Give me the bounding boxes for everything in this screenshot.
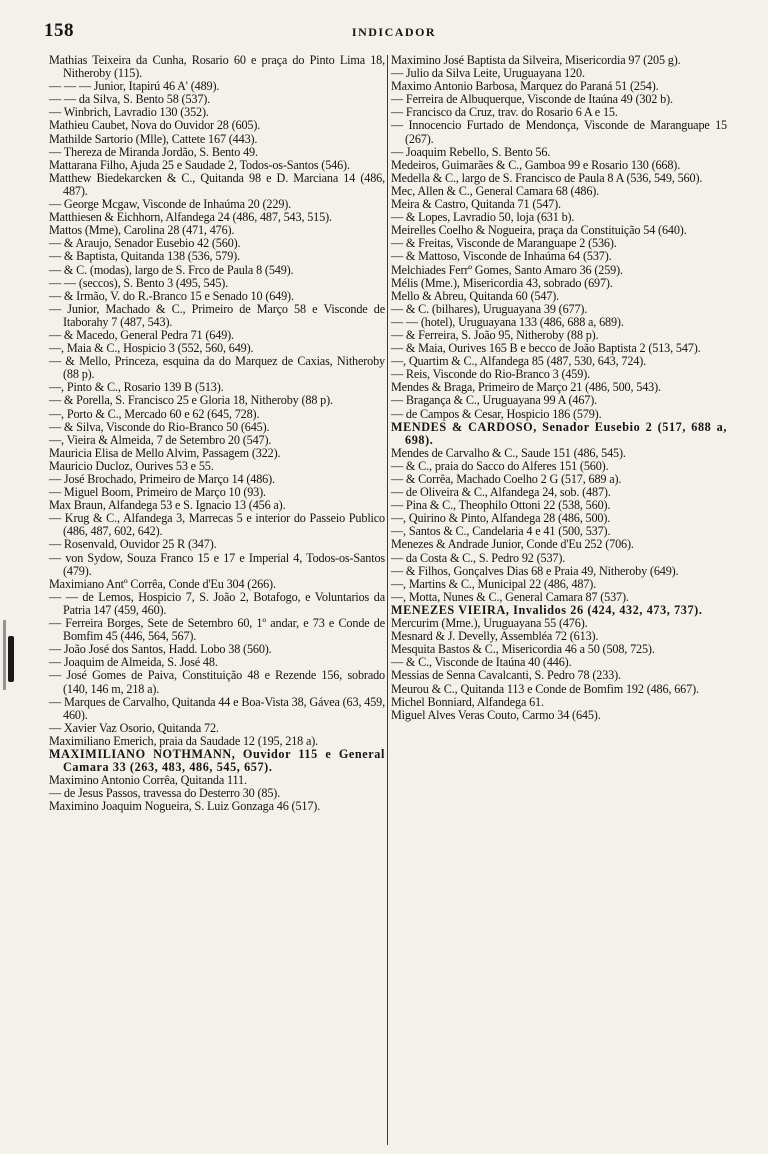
directory-entry: Max Braun, Alfandega 53 e S. Ignacio 13 (456 a). — [49, 498, 286, 513]
directory-entry: — & Baptista, Quitanda 138 (536, 579). — [49, 249, 240, 264]
directory-entry: —, Quartim & C., Alfandega 85 (487, 530, 643, 724). — [391, 354, 647, 369]
directory-entry: — Joaquim Rebello, S. Bento 56. — [391, 144, 551, 159]
directory-entry: — Reis, Visconde do Rio-Branco 3 (459). — [391, 367, 590, 382]
directory-entry: —, Maia & C., Hospicio 3 (552, 560, 649). — [49, 341, 254, 356]
directory-entry: Miguel Alves Veras Couto, Carmo 34 (645). — [391, 707, 601, 722]
directory-entry: — & C., praia do Sacco do Alferes 151 (560). — [391, 458, 609, 473]
directory-entry: — & Lopes, Lavradio 50, loja (631 b). — [391, 210, 575, 225]
directory-entry: Maximino Antonio Corrêa, Quitanda 111. — [49, 773, 247, 788]
directory-entry: Medella & C., largo de S. Francisco de Paula 8 A (536, 549, 560). — [391, 170, 703, 185]
directory-entry: Maximino José Baptista da Silveira, Misericordia 97 (205 g). — [391, 53, 681, 67]
directory-entry: —, Motta, Nunes & C., General Camara 87 (537). — [391, 589, 629, 604]
directory-entry: — & Mattoso, Visconde de Inhaúma 64 (537). — [391, 249, 612, 264]
directory-entry: — von Sydow, Souza Franco 15 e 17 e Imperial 4, Todos-os-Santos (479). — [49, 550, 385, 578]
directory-entry: — & C., Visconde de Itaúna 40 (446). — [391, 655, 572, 670]
directory-entry: —, Quirino & Pinto, Alfandega 28 (486, 500). — [391, 511, 611, 526]
directory-entry: — & C. (bilhares), Uruguayana 39 (677). — [391, 301, 588, 316]
directory-entry: Mec, Allen & C., General Camara 68 (486). — [391, 183, 600, 198]
running-head: INDICADOR — [351, 25, 437, 39]
directory-entry: Maximiliano Emerich, praia da Saudade 12 (195, 218 a). — [49, 733, 319, 748]
directory-entry: — & Porella, S. Francisco 25 e Gloria 18, Nitheroby (88 p). — [49, 393, 333, 408]
directory-entry: — Marques de Carvalho, Quitanda 44 e Boa-Vista 38, Gávea (63, 459, 460). — [49, 694, 385, 722]
directory-entry: — Ferreira Borges, Sete de Setembro 60, 1º andar, e 73 e Conde de Bomfim 45 (446, 564, 567). — [49, 616, 385, 644]
column-divider — [387, 55, 388, 1145]
directory-entry: —, Martins & C., Municipal 22 (486, 487). — [391, 576, 597, 591]
directory-entry: Mendes & Braga, Primeiro de Março 21 (486, 500, 543). — [391, 380, 661, 395]
directory-entry: — Ferreira de Albuquerque, Visconde de Itaúna 49 (302 b). — [391, 92, 673, 107]
directory-entry: — — — Junior, Itapirú 46 A' (489). — [49, 79, 220, 94]
directory-entry: — Julio da Silva Leite, Uruguayana 120. — [391, 66, 585, 81]
directory-entry: — Pina & C., Theophilo Ottoni 22 (538, 560). — [391, 498, 611, 513]
directory-entry: Maximino Joaquim Nogueira, S. Luiz Gonzaga 46 (517). — [49, 799, 321, 814]
directory-entry: Mattos (Mme), Carolina 28 (471, 476). — [49, 223, 235, 238]
directory-entry: — & Araujo, Senador Eusebio 42 (560). — [49, 236, 241, 251]
directory-entry: — & Macedo, General Pedra 71 (649). — [49, 327, 234, 342]
directory-entry: — José Brochado, Primeiro de Março 14 (486). — [49, 472, 275, 486]
directory-entry: Mesquita Bastos & C., Misericordia 46 a 50 (508, 725). — [391, 642, 655, 657]
directory-entry: Mauricia Elisa de Mello Alvim, Passagem (322). — [49, 445, 281, 460]
directory-entry: — Francisco da Cruz, trav. do Rosario 6 A e 15. — [391, 105, 618, 120]
directory-entry: Meirelles Coelho & Nogueira, praça da Constituição 54 (640). — [391, 223, 687, 238]
directory-entry: Mathilde Sartorio (Mlle), Cattete 167 (443). — [49, 131, 258, 146]
directory-entry: — — da Silva, S. Bento 58 (537). — [49, 92, 211, 107]
right-column — [391, 54, 727, 722]
directory-entry: — de Jesus Passos, travessa do Desterro 30 (85). — [49, 786, 281, 801]
directory-entry: —, Vieira & Almeida, 7 de Setembro 20 (547). — [49, 432, 272, 447]
directory-entry: — George Mcgaw, Visconde de Inhaúma 20 (229). — [49, 197, 292, 212]
directory-entry-highlight: MENDES & CARDOSO, Senador Eusebio 2 (517, 688 a, 698). — [391, 419, 727, 447]
directory-entry: — — (seccos), S. Bento 3 (495, 545). — [49, 275, 229, 290]
directory-entry: — Bragança & C., Uruguayana 99 A (467). — [391, 393, 598, 408]
directory-entry: —, Porto & C., Mercado 60 e 62 (645, 728). — [49, 406, 260, 421]
directory-entry: — — de Lemos, Hospicio 7, S. João 2, Botafogo, e Voluntarios da Patria 147 (459, 460). — [49, 589, 385, 617]
directory-entry: — & Ferreira, S. João 95, Nitheroby (88 p). — [391, 327, 599, 342]
directory-entry: Mendes de Carvalho & C., Saude 151 (486, 545). — [391, 445, 626, 460]
left-column — [49, 54, 385, 813]
directory-entry: Maximiano Antº Corrêa, Conde d'Eu 304 (266). — [49, 576, 276, 591]
directory-entry: — Thereza de Miranda Jordão, S. Bento 49. — [49, 144, 258, 159]
directory-entry: — & Freitas, Visconde de Maranguape 2 (536). — [391, 236, 617, 251]
directory-entry: — & Maia, Ourives 165 B e becco de João Baptista 2 (513, 547). — [391, 341, 701, 356]
directory-entry: Medeiros, Guimarães & C., Gamboa 99 e Rosario 130 (668). — [391, 157, 681, 172]
directory-entry: Mello & Abreu, Quitanda 60 (547). — [391, 288, 560, 303]
directory-entry: Melchiades Ferrº Gomes, Santo Amaro 36 (259). — [391, 262, 623, 277]
page-header — [44, 20, 744, 42]
directory-entry: — — (hotel), Uruguayana 133 (486, 688 a, 689). — [391, 314, 624, 329]
margin-smudge — [3, 620, 6, 690]
directory-entry: Mélis (Mme.), Misericordia 43, sobrado (697). — [391, 275, 613, 290]
directory-entry: Menezes & Andrade Junior, Conde d'Eu 252 (706). — [391, 537, 634, 552]
margin-mark — [8, 636, 14, 682]
directory-entry: — Winbrich, Lavradio 130 (352). — [49, 105, 209, 120]
directory-entry: — & Silva, Visconde do Rio-Branco 50 (645). — [49, 419, 270, 434]
directory-entry: — & Irmão, V. do R.-Branco 15 e Senado 10 (649). — [49, 288, 294, 303]
directory-entry: — Krug & C., Alfandega 3, Marrecas 5 e interior do Passeio Publico (486, 487, 602, 642). — [49, 511, 385, 539]
directory-entry: Mercurim (Mme.), Uruguayana 55 (476). — [391, 616, 588, 631]
directory-entry: Matthiesen & Eichhorn, Alfandega 24 (486, 487, 543, 515). — [49, 210, 332, 225]
directory-entry: Mauricio Ducloz, Ourives 53 e 55. — [49, 458, 214, 473]
directory-entry: — Junior, Machado & C., Primeiro de Março 58 e Visconde de Itaborahy 7 (487, 543). — [49, 301, 385, 329]
directory-entry: — & Mello, Princeza, esquina da do Marquez de Caxias, Nitheroby (88 p). — [49, 354, 385, 382]
directory-entry: — Joaquim de Almeida, S. José 48. — [49, 655, 218, 670]
directory-entry: Maximo Antonio Barbosa, Marquez do Paraná 51 (254). — [391, 79, 659, 94]
directory-entry: — da Costa & C., S. Pedro 92 (537). — [391, 550, 566, 565]
directory-entry: — & Corrêa, Machado Coelho 2 G (517, 689 a). — [391, 472, 622, 486]
directory-entry: —, Pinto & C., Rosario 139 B (513). — [49, 380, 224, 395]
page-number: 158 — [44, 20, 74, 41]
directory-entry: Mattarana Filho, Ajuda 25 e Saudade 2, Todos-os-Santos (546). — [49, 157, 350, 172]
directory-entry: Mesnard & J. Develly, Assembléa 72 (613). — [391, 629, 599, 644]
directory-entry: — Rosenvald, Ouvidor 25 R (347). — [49, 537, 217, 552]
directory-entry: Mathias Teixeira da Cunha, Rosario 60 e praça do Pinto Lima 18, Nitheroby (115). — [49, 53, 385, 81]
directory-entry: — Miguel Boom, Primeiro de Março 10 (93). — [49, 485, 266, 500]
directory-entry: Meira & Castro, Quitanda 71 (547). — [391, 197, 561, 212]
directory-entry-highlight: MAXIMILIANO NOTHMANN, Ouvidor 115 e General Camara 33 (263, 483, 486, 545, 657). — [49, 746, 385, 775]
directory-entry: — & C. (modas), largo de S. Frco de Paula 8 (549). — [49, 262, 294, 277]
directory-entry: — de Campos & Cesar, Hospicio 186 (579). — [391, 406, 602, 421]
directory-entry-highlight: MENEZES VIEIRA, Invalidos 26 (424, 432, 473, 737). — [391, 602, 703, 617]
directory-entry: — José Gomes de Paiva, Constituição 48 e Rezende 156, sobrado (140, 146 m, 218 a). — [49, 668, 385, 696]
directory-entry: Matthew Biedekarcken & C., Quitanda 98 e D. Marciana 14 (486, 487). — [49, 170, 385, 198]
directory-entry: — Xavier Vaz Osorio, Quitanda 72. — [49, 720, 219, 735]
directory-entry: Mathieu Caubet, Nova do Ouvidor 28 (605). — [49, 118, 261, 133]
directory-entry: — João José dos Santos, Hadd. Lobo 38 (560). — [49, 642, 272, 657]
directory-entry: Meurou & C., Quitanda 113 e Conde de Bomfim 192 (486, 667). — [391, 681, 699, 696]
directory-entry: Messias de Senna Cavalcanti, S. Pedro 78 (233). — [391, 668, 621, 683]
directory-entry: — de Oliveira & C., Alfandega 24, sob. (487). — [391, 485, 611, 500]
directory-entry: — & Filhos, Gonçalves Dias 68 e Praia 49, Nitheroby (649). — [391, 563, 679, 578]
directory-entry: —, Santos & C., Candelaria 4 e 41 (500, 537). — [391, 524, 611, 539]
directory-entry: Michel Bonniard, Alfandega 61. — [391, 694, 544, 709]
directory-entry: — Innocencio Furtado de Mendonça, Visconde de Maranguape 15 (267). — [391, 118, 727, 146]
